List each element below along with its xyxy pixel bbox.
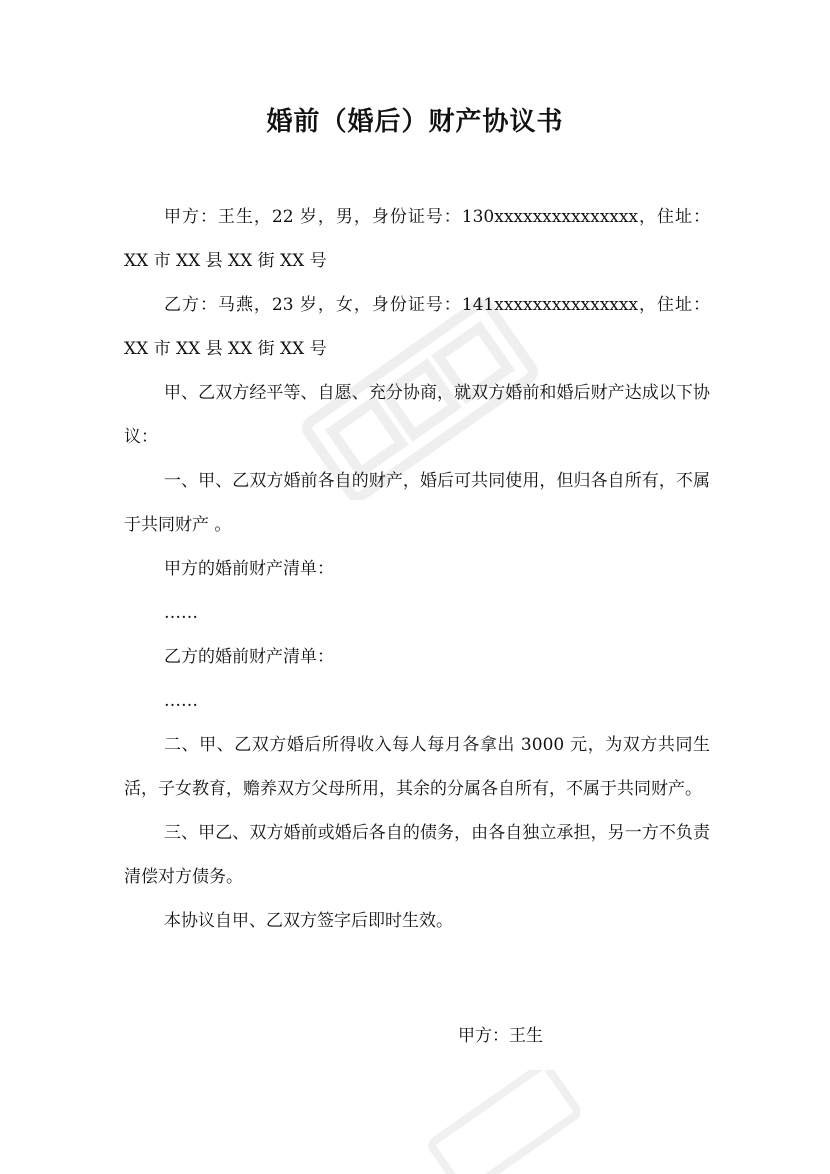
- party-a-property-list-ellipsis: ……: [164, 603, 198, 623]
- clause-three: 三、甲乙、双方婚前或婚后各自的债务，由各自独立承担，另一方不负责清偿对方债务。: [124, 823, 710, 887]
- clause-two: 二、甲、乙双方婚后所得收入每人每月各拿出 3000 元，为双方共同生活，子女教育，赡养双方父母所用，其余的分属各自所有，不属于共同财产。: [124, 735, 710, 799]
- agreement-intro: 甲、乙双方经平等、自愿、充分协商，就双方婚前和婚后财产达成以下协议：: [124, 383, 710, 447]
- party-a-property-list-heading: 甲方的婚前财产清单：: [164, 559, 334, 579]
- document-title: 婚前（婚后）财产协议书: [266, 107, 564, 137]
- clause-one: 一、甲、乙双方婚前各自的财产，婚后可共同使用，但归各自所有，不属于共同财产 。: [124, 471, 710, 535]
- document-body: [124, 195, 710, 943]
- party-b-info: 乙方：马燕，23 岁，女，身份证号：141xxxxxxxxxxxxxxx，住址：XX 市 XX 县 XX 街 XX 号: [124, 295, 710, 359]
- party-b-property-list-heading: 乙方的婚前财产清单：: [164, 647, 334, 667]
- party-a-signature: 甲方：王生: [458, 1026, 543, 1046]
- party-b-property-list-ellipsis: ……: [164, 691, 198, 711]
- watermark-logo-bottom: [420, 1070, 580, 1174]
- effective-clause: 本协议自甲、乙双方签字后即时生效。: [164, 911, 453, 931]
- party-a-info: 甲方：王生，22 岁，男，身份证号：130xxxxxxxxxxxxxxx，住址：XX 市 XX 县 XX 街 XX 号: [124, 207, 710, 271]
